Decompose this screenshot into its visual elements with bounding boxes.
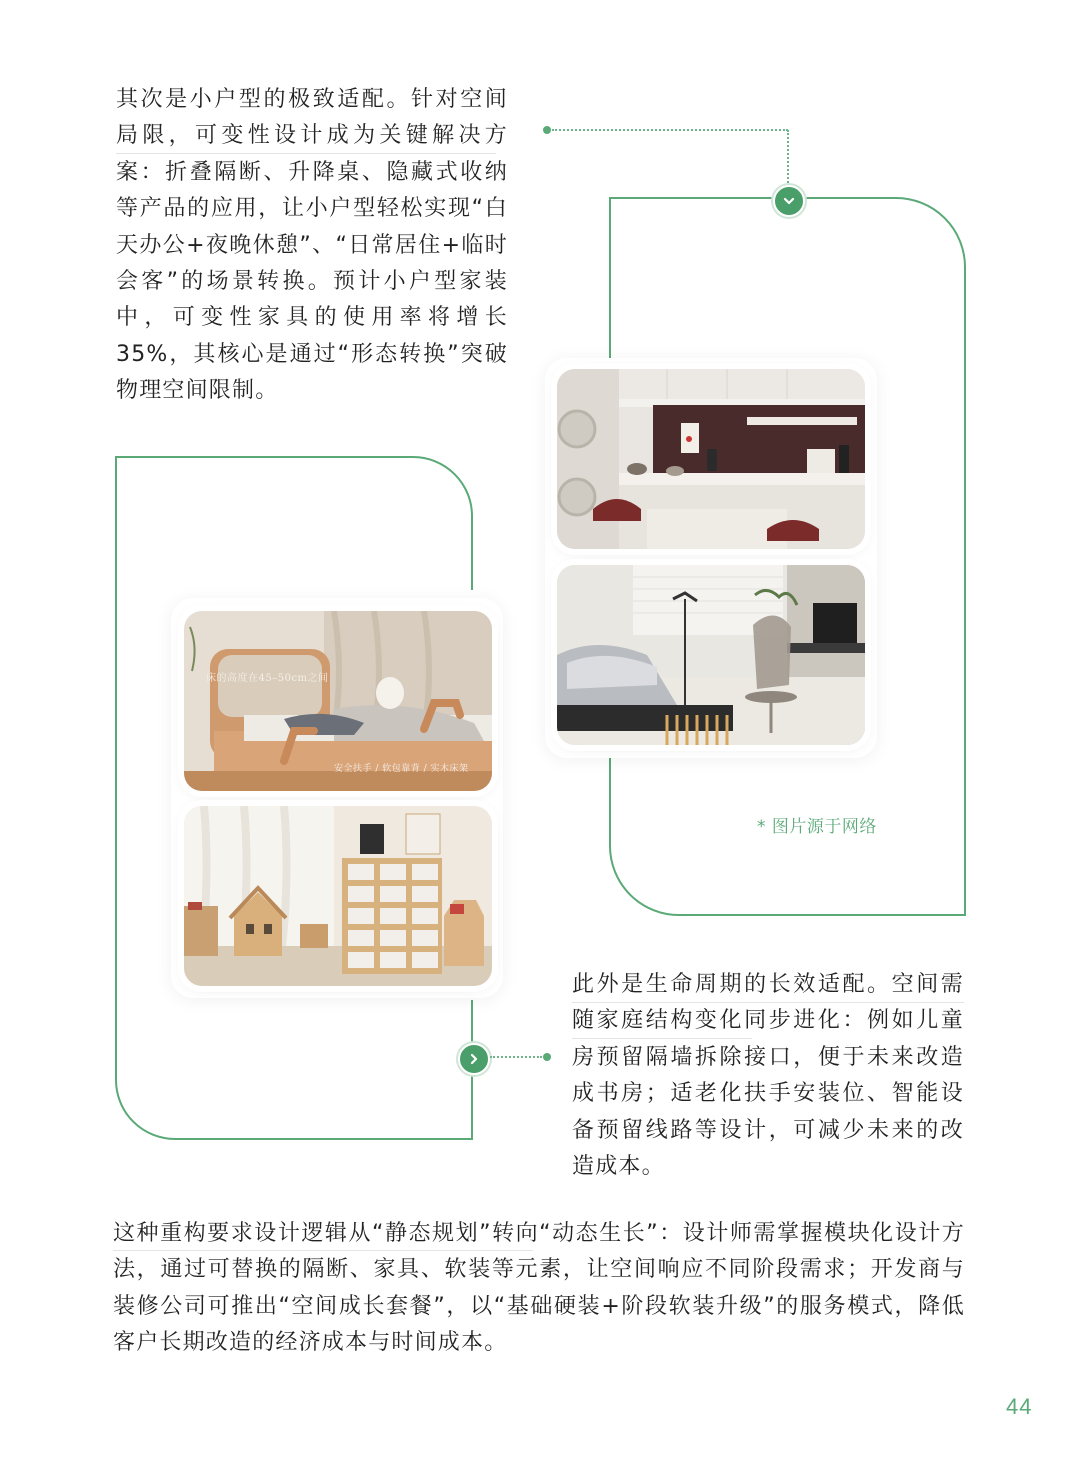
sofa-bed-office-photo bbox=[557, 565, 865, 745]
underline bbox=[572, 1038, 752, 1039]
chevron-down-icon bbox=[773, 185, 805, 217]
source-note: * 图片源于网络 bbox=[757, 817, 877, 837]
underline bbox=[116, 153, 496, 154]
connector-dot bbox=[543, 1053, 551, 1061]
paragraph-lifecycle-fit: 此外是生命周期的长效适配。空间需随家庭结构变化同步进化：例如儿童房预留隔墙拆除接口，便于未来改造成书房；适老化扶手安装位、智能设备预留线路等设计，可减少未来的改造成本。 bbox=[572, 972, 964, 1180]
connector-dot bbox=[543, 126, 551, 134]
connector-line bbox=[552, 129, 788, 131]
kitchen-desk-photo bbox=[557, 369, 865, 549]
paragraph-compact-fit: 其次是小户型的极致适配。针对空间局限，可变性设计成为关键解决方案：折叠隔断、升降桌、隐藏式收纳等产品的应用，让小户型轻松实现“白天办公+夜晚休憩”、“日常居住+临时会客”的场景转换。预计小户型家装中，可变性家具的使用率将增长35%，其核心是通过“形态转换”突破物理空间限制。 bbox=[116, 87, 508, 404]
overlay-caption: 床的高度在45–50cm之间 bbox=[206, 673, 329, 684]
kids-storage-photo bbox=[184, 806, 492, 986]
chevron-right-icon bbox=[458, 1043, 490, 1075]
page-number: 44 bbox=[1006, 1394, 1033, 1419]
paragraph-restructure: 这种重构要求设计逻辑从“静态规划”转向“动态生长”：设计师需掌握模块化设计方法，通过可替换的隔断、家具、软装等元素，让空间响应不同阶段需求；开发商与装修公司可推出“空间成长套餐”，以“基础硬装+阶段软装升级”的服务模式，降低客户长期改造的经济成本与时间成本。 bbox=[113, 1221, 965, 1356]
overlay-caption: 安全扶手 / 软包靠背 / 实木床架 bbox=[334, 764, 469, 774]
connector-line bbox=[787, 130, 789, 186]
connector-line bbox=[490, 1056, 542, 1058]
kids-bed-photo bbox=[184, 611, 492, 791]
underline bbox=[572, 1002, 964, 1003]
underline bbox=[113, 1250, 533, 1251]
